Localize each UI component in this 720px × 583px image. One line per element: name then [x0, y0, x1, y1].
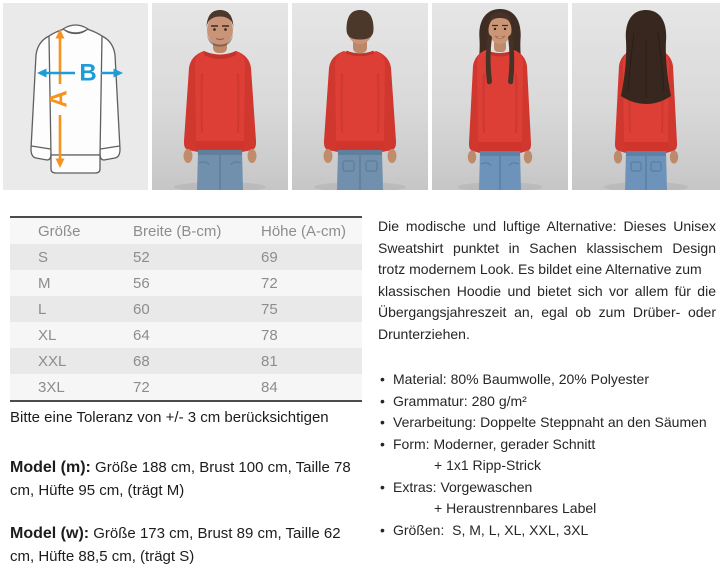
model-m-measurements: [10, 456, 368, 502]
height-label: A: [45, 90, 73, 108]
table-row: XL 64 78: [10, 322, 362, 348]
col-header-width: Breite (B-cm): [133, 222, 222, 240]
table-row: S 52 69: [10, 244, 362, 270]
spec-grammatur: • Grammatur: 280 g/m²: [378, 391, 716, 413]
size-table-header-row: [10, 217, 362, 244]
sweatshirt-outline-drawing: [3, 3, 148, 190]
model-w-measurements: [10, 522, 368, 568]
width-label: B: [79, 59, 97, 87]
spec-extras-extra: + Heraustrennbares Label: [434, 500, 597, 516]
product-photo-woman-front: [432, 3, 568, 190]
spec-form-extra: + 1x1 Ripp-Strick: [434, 457, 541, 473]
col-header-height: Höhe (A-cm): [261, 222, 347, 240]
description-column: [378, 216, 716, 541]
spec-groessen: • Größen: S, M, L, XL, XXL, 3XL: [378, 520, 716, 542]
spec-extras: • Extras: Vorgewaschen: [378, 477, 716, 499]
woman-back-figure: [572, 3, 720, 190]
product-details-section: [0, 190, 720, 583]
man-back-figure: [292, 3, 428, 190]
col-header-size: Größe: [38, 222, 81, 240]
model-w-label: Model (w):: [10, 525, 90, 542]
table-row: M 56 72: [10, 270, 362, 296]
woman-front-figure: [432, 3, 568, 190]
product-photo-man-back: [292, 3, 428, 190]
product-photo-man-front: [152, 3, 288, 190]
size-diagram-image: [3, 3, 148, 190]
product-photo-woman-back: [572, 3, 720, 190]
model-m-label: Model (m):: [10, 459, 91, 476]
product-description: [378, 216, 716, 345]
model-m-text: Größe 188 cm, Brust 100 cm, Taille 78 cm, Hüfte 95 cm, (trägt M): [10, 459, 351, 499]
table-row: XXL 68 81: [10, 348, 362, 374]
table-row: 3XL 72 84: [10, 374, 362, 401]
size-info-column: [10, 216, 368, 583]
tolerance-note: Bitte eine Toleranz von +/- 3 cm berücksichtigen: [10, 409, 329, 426]
spec-verarbeitung: • Verarbeitung: Doppelte Steppnaht an den Säumen: [378, 412, 716, 434]
description-paragraph-2: klassischen Hoodie und bietet sich vor allem für die Übergangsjahreszeit an, egal ob zum Drüber- oder Drunterziehen.: [378, 282, 716, 342]
man-front-figure: [152, 3, 288, 190]
spec-material: • Material: 80% Baumwolle, 20% Polyester: [378, 369, 716, 391]
size-table: [10, 216, 362, 402]
product-image-strip: [0, 0, 720, 190]
table-row: L 60 75: [10, 296, 362, 322]
spec-form: • Form: Moderner, gerader Schnitt: [378, 434, 716, 456]
model-w-text: Größe 173 cm, Brust 89 cm, Taille 62 cm, Hüfte 88,5 cm, (trägt S): [10, 525, 341, 565]
spec-list: [378, 369, 716, 541]
description-paragraph-1: Die modische und luftige Alternative: Dieses Unisex Sweatshirt punktet in Sachen klassischem Design trotz modernem Look. Es bildet eine Alternative zum: [378, 218, 716, 277]
